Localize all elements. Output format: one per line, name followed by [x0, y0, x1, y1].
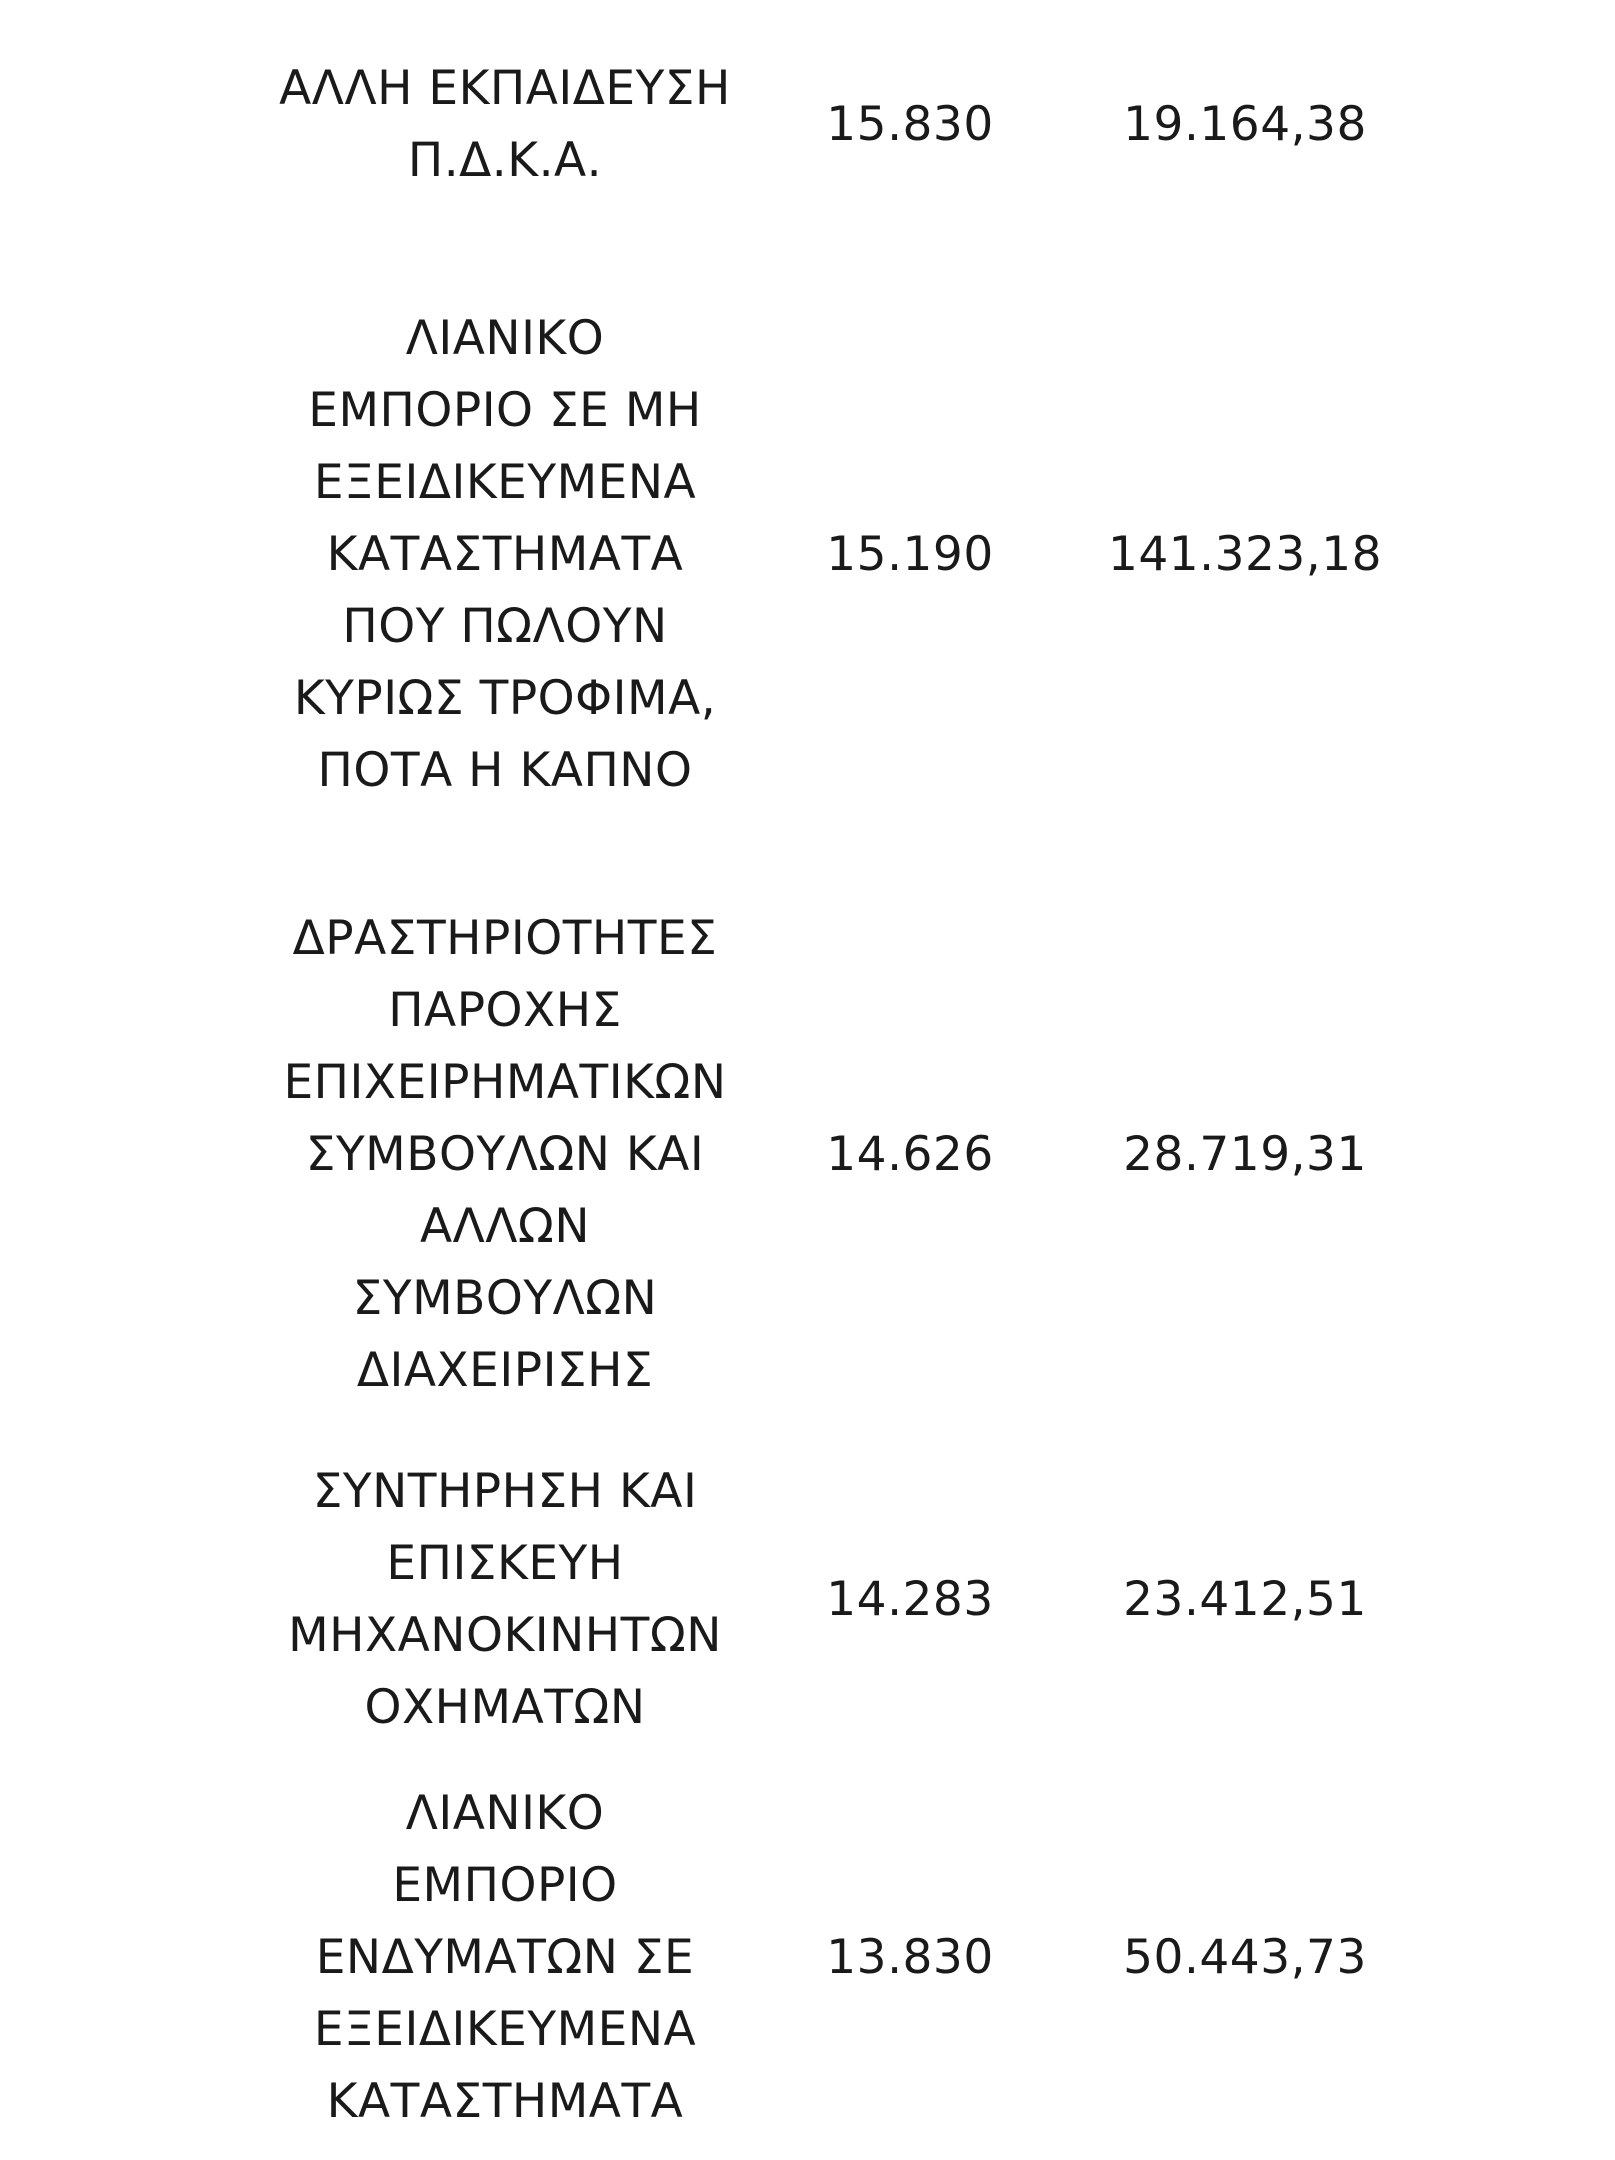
activity-label: ΛΙΑΝΙΚΟ ΕΜΠΟΡΙΟ ΕΝΔΥΜΑΤΩΝ ΣΕ ΕΞΕΙΔΙΚΕΥΜΕΝΑ ΚΑΤΑΣΤΗΜΑΤΑ — [313, 1785, 697, 2129]
activity-cell — [265, 1455, 745, 1745]
amount-cell: 141.323,18 — [1107, 527, 1383, 582]
activity-cell — [265, 1775, 745, 2140]
activity-cell — [265, 50, 745, 200]
activity-cell — [265, 900, 745, 1410]
activity-label: ΑΛΛΗ ΕΚΠΑΙΔΕΥΣΗ Π.Δ.Κ.Α. — [279, 61, 731, 188]
count-cell: 13.830 — [826, 1929, 994, 1985]
activity-label: ΛΙΑΝΙΚΟ ΕΜΠΟΡΙΟ ΣΕ ΜΗ ΕΞΕΙΔΙΚΕΥΜΕΝΑ ΚΑΤΑΣΤΗΜΑΤΑ ΠΟΥ ΠΩΛΟΥΝ ΚΥΡΙΩΣ ΤΡΟΦΙΜΑ, ΠΟΤΑ Η ΚΑΠΝΟ — [293, 311, 717, 798]
table-row — [0, 1455, 1615, 1745]
amount-cell: 23.412,51 — [1123, 1572, 1367, 1627]
count-cell: 14.283 — [826, 1572, 994, 1627]
activity-label: ΔΡΑΣΤΗΡΙΟΤΗΤΕΣ ΠΑΡΟΧΗΣ ΕΠΙΧΕΙΡΗΜΑΤΙΚΩΝ ΣΥΜΒΟΥΛΩΝ ΚΑΙ ΑΛΛΩΝ ΣΥΜΒΟΥΛΩΝ ΔΙΑΧΕΙΡΙΣΗΣ — [283, 911, 727, 1398]
amount-cell: 50.443,73 — [1123, 1929, 1367, 1985]
amount-cell: 19.164,38 — [1123, 97, 1367, 152]
activity-label: ΣΥΝΤΗΡΗΣΗ ΚΑΙ ΕΠΙΣΚΕΥΗ ΜΗΧΑΝΟΚΙΝΗΤΩΝ ΟΧΗΜΑΤΩΝ — [288, 1464, 722, 1735]
count-cell: 14.626 — [826, 1127, 994, 1182]
table-row — [0, 50, 1615, 200]
table-row — [0, 305, 1615, 805]
count-cell: 15.830 — [826, 97, 994, 152]
amount-cell: 28.719,31 — [1123, 1127, 1367, 1182]
table-row — [0, 1775, 1615, 2140]
table-row — [0, 900, 1615, 1410]
activity-cell — [265, 305, 745, 805]
count-cell: 15.190 — [826, 527, 994, 582]
